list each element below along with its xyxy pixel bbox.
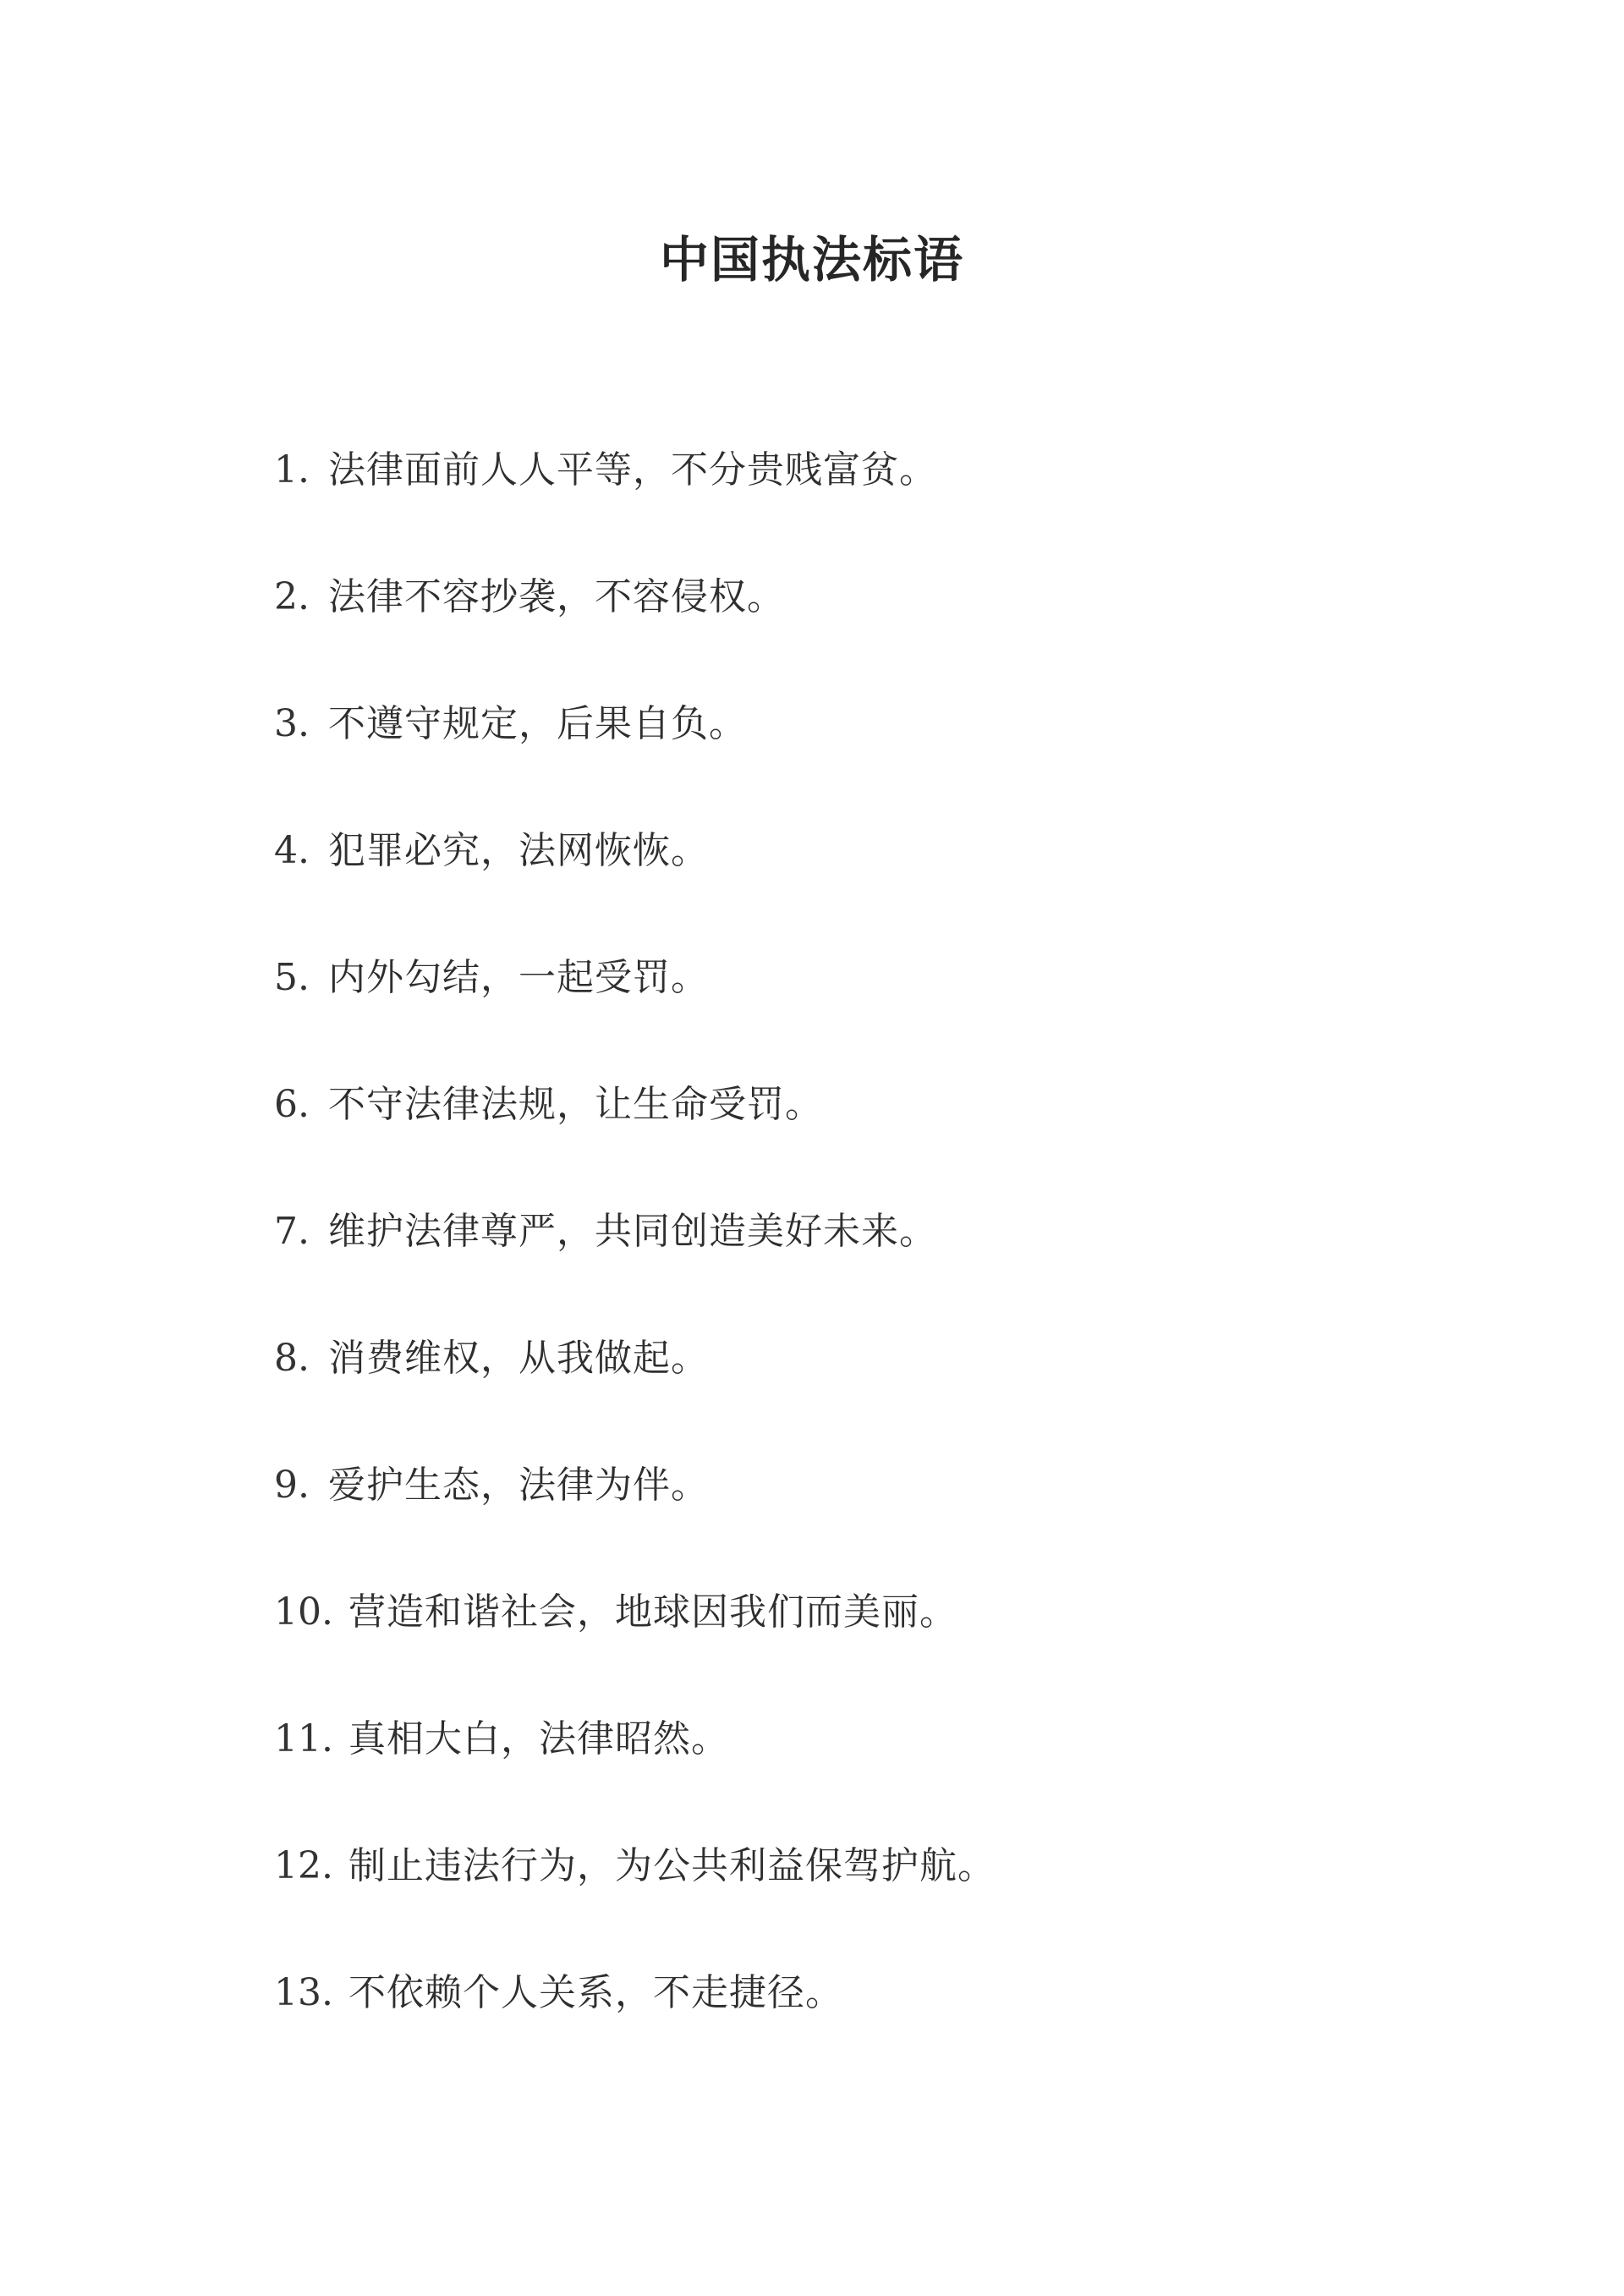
item-number: 8. xyxy=(274,1337,310,1380)
list-item xyxy=(274,567,1543,694)
item-number: 11. xyxy=(274,1717,333,1760)
list-item xyxy=(274,1074,1543,1201)
slogan-text: 真相大白，法律昭然。 xyxy=(348,1717,729,1760)
slogan-text: 制止违法行为，为公共利益保驾护航。 xyxy=(348,1844,996,1887)
list-item xyxy=(274,1455,1543,1582)
slogan-text: 营造和谐社会，地球因我们而美丽。 xyxy=(348,1590,957,1634)
slogan-text: 不遵守规定，后果自负。 xyxy=(328,702,747,745)
list-item xyxy=(274,1709,1543,1836)
item-number: 1. xyxy=(274,448,310,492)
item-number: 13. xyxy=(274,1971,333,2014)
item-number: 2. xyxy=(274,575,310,618)
item-number: 9. xyxy=(274,1464,310,1507)
slogan-text: 维护法律尊严，共同创造美好未来。 xyxy=(328,1210,937,1253)
list-item xyxy=(274,1836,1543,1963)
list-item xyxy=(274,1201,1543,1328)
list-item xyxy=(274,821,1543,948)
list-item xyxy=(274,694,1543,821)
slogan-text: 内外勾结，一起受罚。 xyxy=(328,956,709,999)
list-item xyxy=(274,440,1543,567)
slogan-text: 法律不容抄袭，不容侵权。 xyxy=(328,575,785,618)
item-number: 4. xyxy=(274,829,310,872)
document-title: 中国执法标语 xyxy=(659,230,964,288)
list-item xyxy=(274,1328,1543,1455)
slogan-text: 法律面前人人平等，不分贵贱富贫。 xyxy=(328,448,937,492)
slogan-list xyxy=(274,440,1543,2090)
item-number: 3. xyxy=(274,702,310,745)
slogan-text: 不依赖个人关系，不走捷径。 xyxy=(348,1971,843,2014)
list-item xyxy=(274,948,1543,1074)
slogan-text: 爱护生态，法律为伴。 xyxy=(328,1464,709,1507)
item-number: 10. xyxy=(274,1590,333,1634)
item-number: 7. xyxy=(274,1210,310,1253)
item-number: 12. xyxy=(274,1844,333,1887)
item-number: 5. xyxy=(274,956,310,999)
slogan-text: 不守法律法规，让生命受罚。 xyxy=(328,1083,823,1126)
slogan-text: 消费维权，从我做起。 xyxy=(328,1337,709,1380)
item-number: 6. xyxy=(274,1083,310,1126)
list-item xyxy=(274,1963,1543,2090)
list-item xyxy=(274,1582,1543,1709)
slogan-text: 犯罪必究，法网恢恢。 xyxy=(328,829,709,872)
